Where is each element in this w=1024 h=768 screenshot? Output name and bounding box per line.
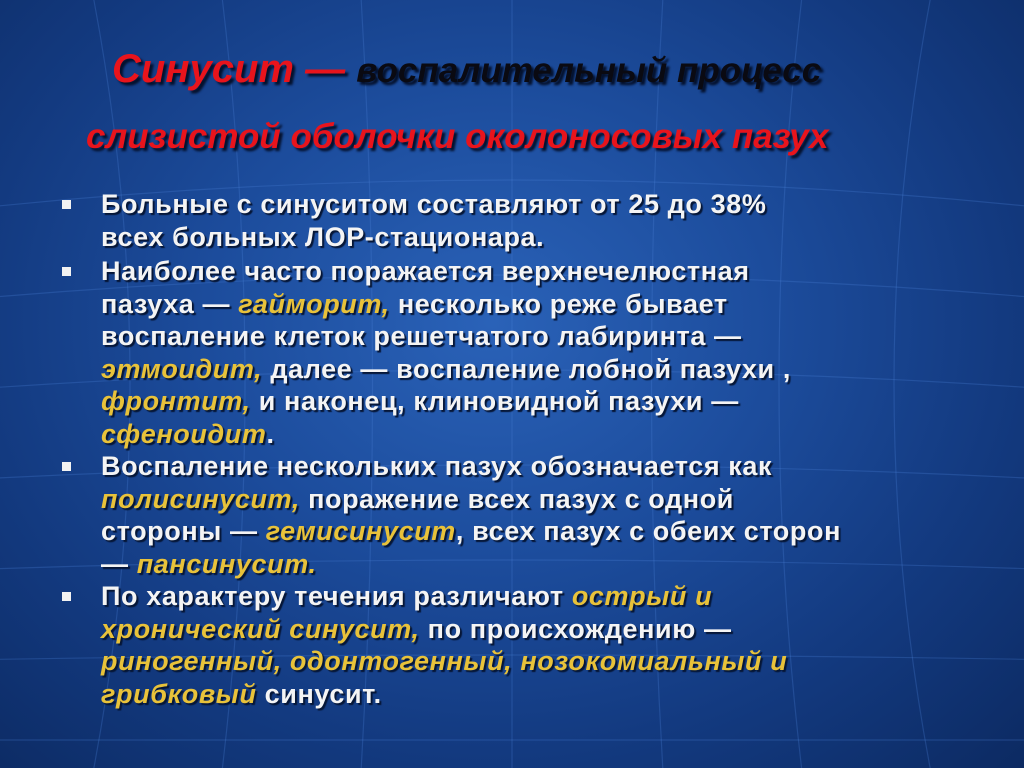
bullet-3-line-4 [101, 548, 317, 580]
body-text-segment: синусит. [256, 678, 382, 709]
bullet-2-line-3 [101, 320, 742, 352]
highlighted-term: риногенный, одонтогенный, нозокомиальный и [101, 646, 788, 676]
highlighted-term: фронтит, [101, 386, 251, 416]
bullet-4-line-1 [101, 580, 712, 612]
body-text-segment: пазуха — [101, 288, 239, 319]
body-text-segment: стороны — [101, 516, 266, 546]
body-text-segment: Наиболее часто поражается верхнечелюстная [101, 256, 750, 286]
title-line-2: слизистой оболочки околоносовых пазух [86, 117, 829, 156]
bullet-4-line-4 [101, 678, 382, 710]
title-term: Синусит — [112, 47, 357, 91]
highlighted-term: хронический синусит, [101, 613, 420, 644]
title-definition-start: воспалительный процесс [356, 51, 822, 90]
bullet-1-line-1 [101, 188, 766, 220]
body-text-segment: всех больных ЛОР-стационара. [101, 221, 545, 252]
body-text-segment: воспаление клеток решетчатого лабиринта — [101, 321, 742, 351]
body-text-segment: поражение всех пазух с одной [299, 483, 734, 514]
body-text-segment: несколько реже бывает [389, 288, 728, 319]
bullet-marker [62, 200, 71, 209]
body-text-segment: По характеру течения различают [101, 581, 572, 611]
bullet-3-line-2 [101, 483, 734, 515]
highlighted-term: гемисинусит [265, 516, 456, 546]
body-text-segment: и наконец, клиновидной пазухи — [250, 386, 739, 416]
body-text-segment: — [101, 548, 137, 579]
body-text-segment: , всех пазух с обеих сторон [455, 516, 841, 546]
bullet-2-line-1 [101, 255, 750, 287]
highlighted-term: острый и [571, 581, 713, 611]
bullet-4-line-2 [101, 613, 732, 645]
highlighted-term: сфеноидит [101, 418, 267, 449]
body-text-segment: Воспаление нескольких пазух обозначается как [101, 451, 773, 481]
bullet-marker [62, 267, 71, 276]
body-text-segment: Больные с синуситом составляют от 25 до 38% [101, 189, 767, 219]
bullet-2-line-5 [101, 385, 739, 417]
highlighted-term: гайморит, [238, 288, 390, 319]
body-text-segment: . [266, 418, 275, 449]
bullet-marker [62, 462, 71, 471]
bullet-marker [62, 592, 71, 601]
highlighted-term: пансинусит. [136, 548, 317, 579]
bullet-2-line-4 [101, 353, 791, 385]
highlighted-term: полисинусит, [101, 483, 300, 514]
bullet-2-line-6 [101, 418, 275, 450]
bullet-4-line-3 [101, 645, 787, 677]
bullet-3-line-1 [101, 450, 772, 482]
bullet-3-line-3 [101, 515, 841, 547]
highlighted-term: этмоидит, [101, 353, 263, 384]
bullet-2-line-2 [101, 288, 728, 320]
body-text-segment: далее — воспаление лобной пазухи , [262, 353, 791, 384]
highlighted-term: грибковый [101, 678, 257, 709]
body-text-segment: по происхождению — [419, 613, 732, 644]
bullet-1-line-2 [101, 221, 544, 253]
